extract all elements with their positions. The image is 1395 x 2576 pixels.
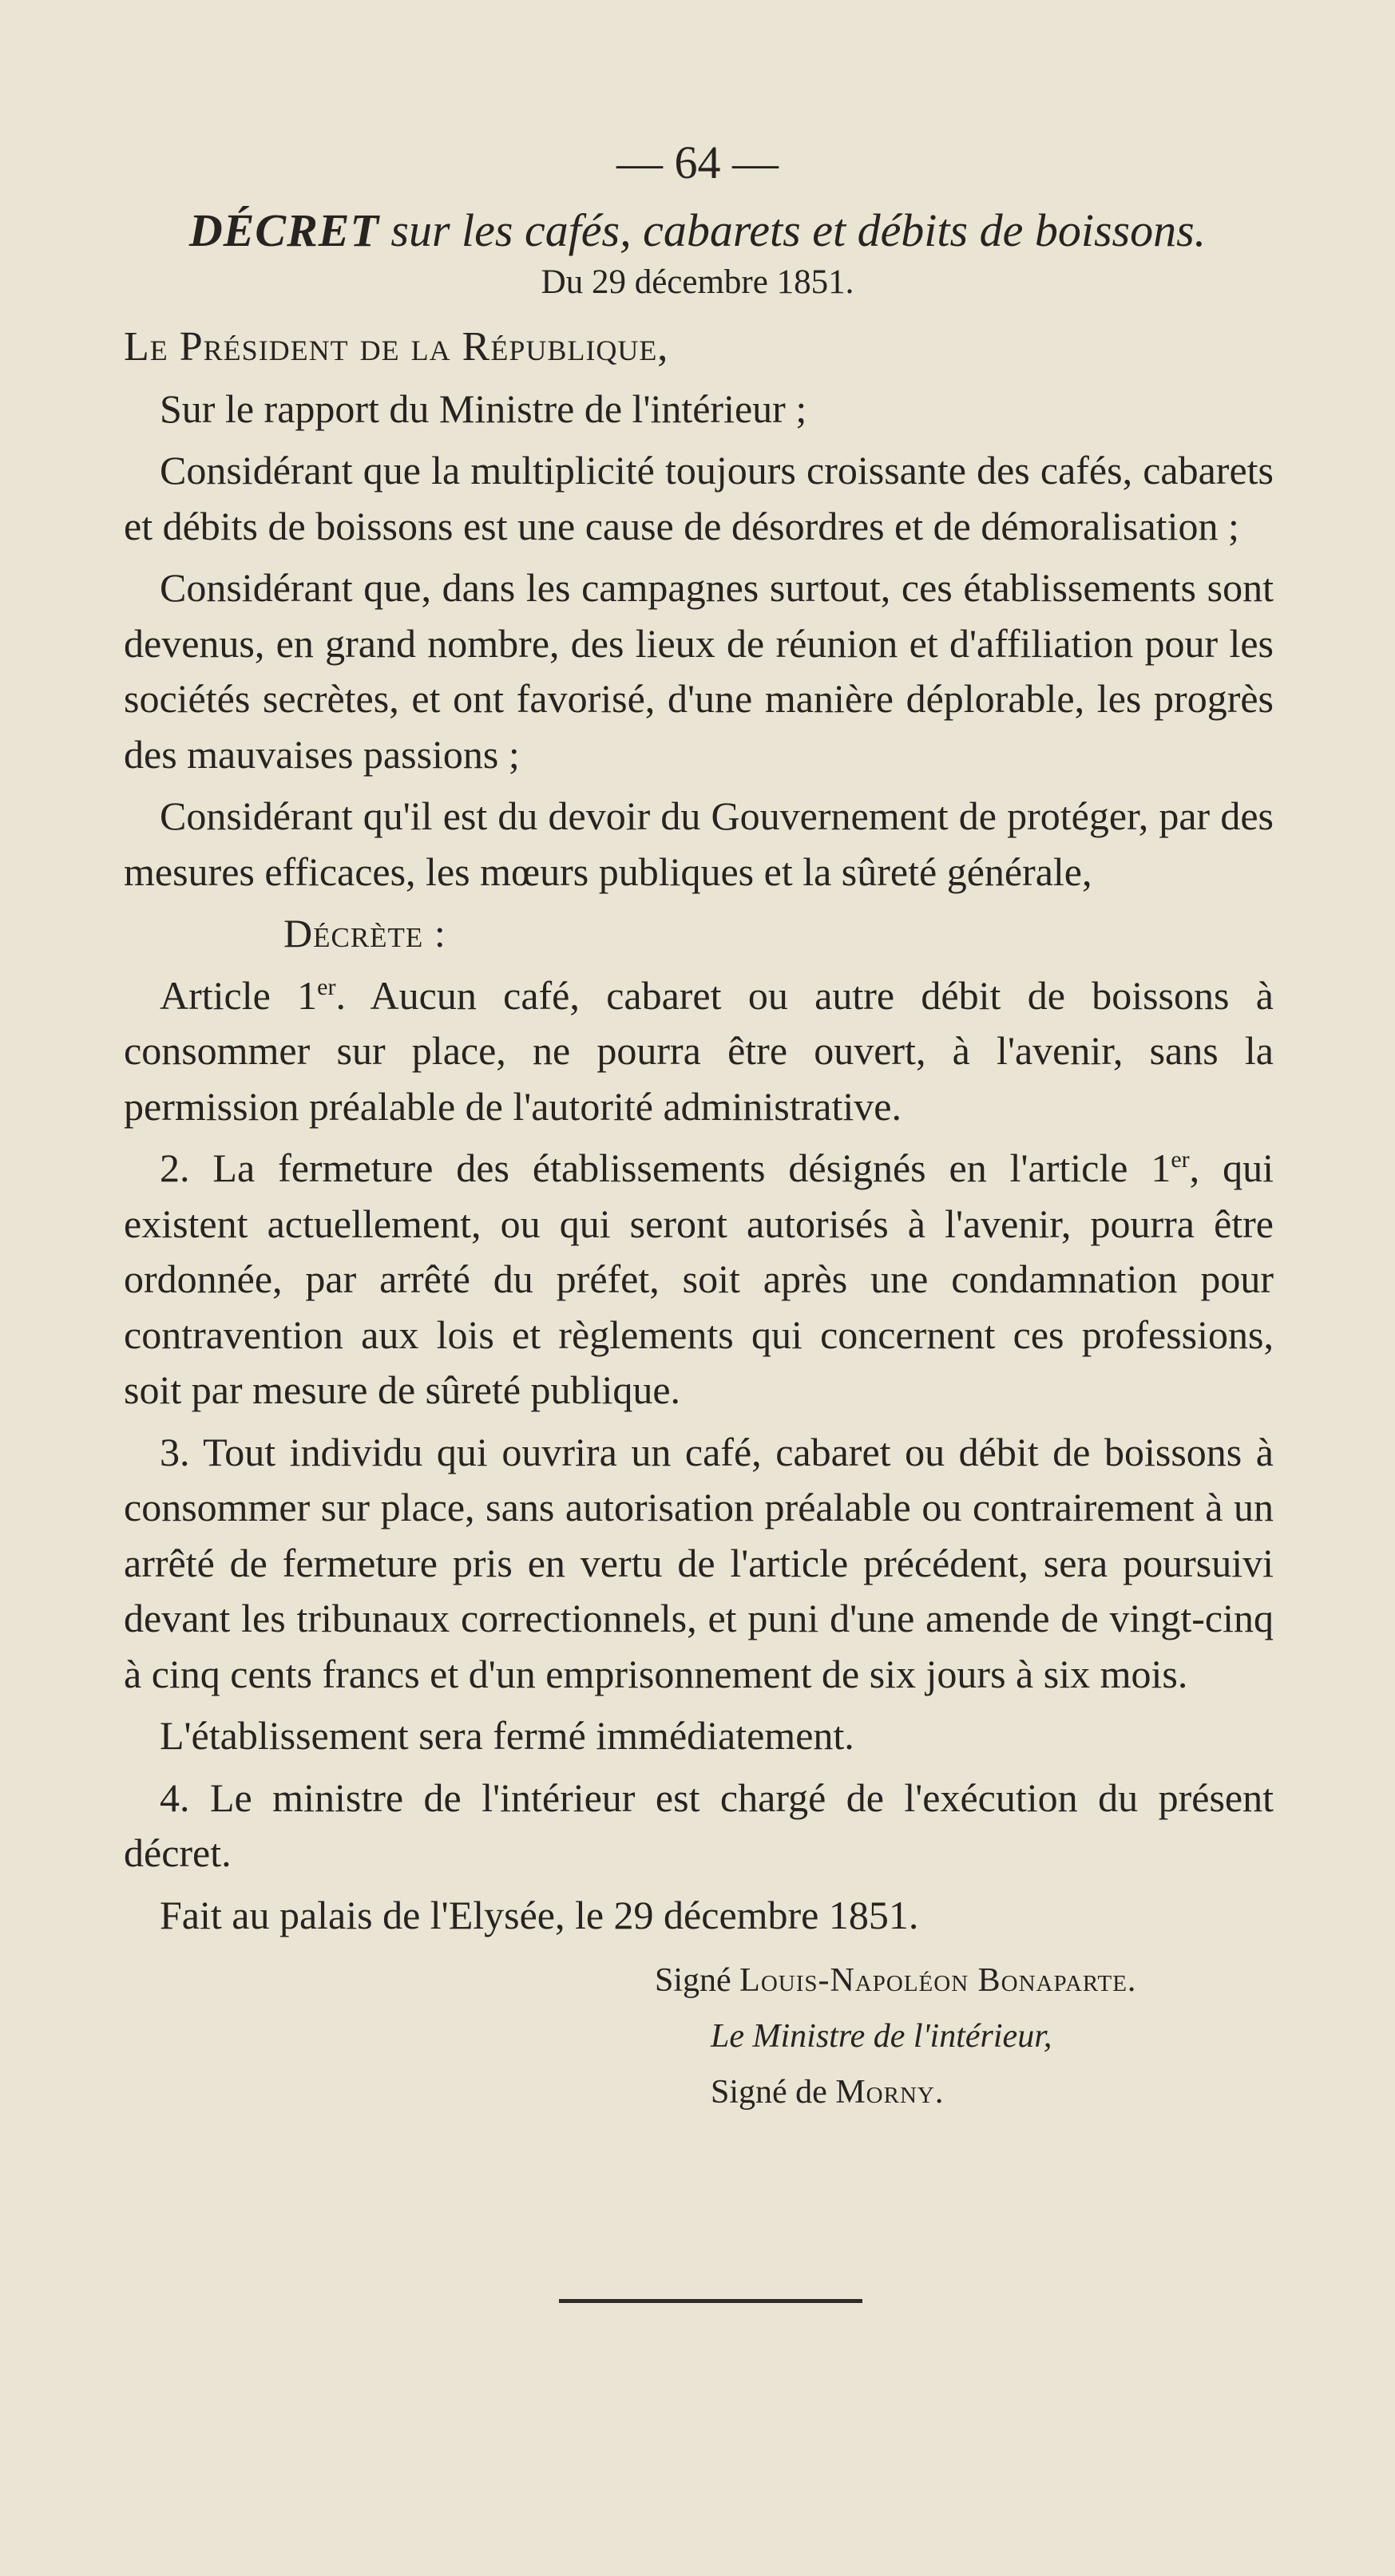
signature-president-prefix: Signé [655, 1962, 740, 1999]
decree-body [124, 319, 1274, 2117]
decrete-heading: Décrète : [283, 911, 446, 956]
signature-minister [124, 2068, 1274, 2117]
title-lead: DÉCRET [188, 204, 379, 256]
article-1-sup: er [317, 973, 336, 1000]
article-3: 3. Tout individu qui ouvrira un café, cabaret ou débit de boissons à consommer sur place, sans autorisation préalable ou contrairement à un arrêté de fermeture pris en vertu de l'article précédent, sera poursuivi devant les tribunaux correctionnels, et puni d'une amende de vingt-cinq à cinq cents francs et d'un emprisonnement de six jours à six mois. [124, 1429, 1274, 1696]
paragraph-considerant-1: Considérant que la multiplicité toujours croissante des cafés, cabarets et débits de boissons est une cause de désordres et de démoralisation ; [124, 448, 1274, 548]
article-1-number: Article 1 [160, 972, 318, 1018]
article-2-text-b: , qui existent actuellement, ou qui seront autorisés à l'avenir, pourra être ordonnée, par arrêté du préfet, soit après une condamnation pour contravention aux lois et règlements qui concernent ces professions, soit par mesure de sûreté publique. [124, 1146, 1274, 1412]
decree-title [0, 204, 1395, 257]
article-2-sup: er [1171, 1146, 1190, 1173]
article-4: 4. Le ministre de l'intérieur est chargé de l'exécution du présent décret. [124, 1775, 1274, 1875]
president-heading: Le Président de la République, [124, 324, 669, 370]
article-2 [124, 1141, 1274, 1419]
signature-minister-prefix: Signé de [711, 2074, 836, 2111]
article-3-closing: L'établissement sera fermé immédiatement. [160, 1713, 854, 1758]
paragraph-considerant-3: Considérant qu'il est du devoir du Gouvernement de protéger, par des mesures efficaces, les mœurs publiques et la sûreté générale, [124, 793, 1274, 894]
signature-president [124, 1956, 1274, 2005]
signature-president-name: Louis-Napoléon Bonaparte. [739, 1962, 1137, 1999]
decree-date: Du 29 décembre 1851. [541, 263, 854, 301]
signature-minister-name: Morny. [835, 2074, 945, 2111]
fait-au-palais: Fait au palais de l'Elysée, le 29 décembre 1851. [160, 1892, 919, 1937]
title-rest: sur les cafés, cabarets et débits de boissons. [378, 204, 1207, 256]
paragraph-rapport: Sur le rapport du Ministre de l'intérieur ; [160, 386, 807, 431]
article-2-text-a: 2. La fermeture des établissements désignés en l'article 1 [160, 1146, 1171, 1190]
paragraph-considerant-2: Considérant que, dans les campagnes surtout, ces établissements sont devenus, en grand nombre, des lieux de réunion et d'affiliation pour les sociétés secrètes, et ont favorisé, d'une manière déplorable, les progrès des mauvaises passions ; [124, 565, 1274, 777]
signature-minister-title: Le Ministre de l'intérieur, [711, 2018, 1052, 2055]
page-number: — 64 — [616, 137, 779, 188]
closing-rule [559, 2299, 862, 2303]
article-1 [124, 968, 1274, 1135]
article-1-text: . Aucun café, cabaret ou autre débit de boissons à consommer sur place, ne pourra être ouvert, à l'avenir, sans la permission préalable de l'autorité administrative. [124, 972, 1274, 1129]
